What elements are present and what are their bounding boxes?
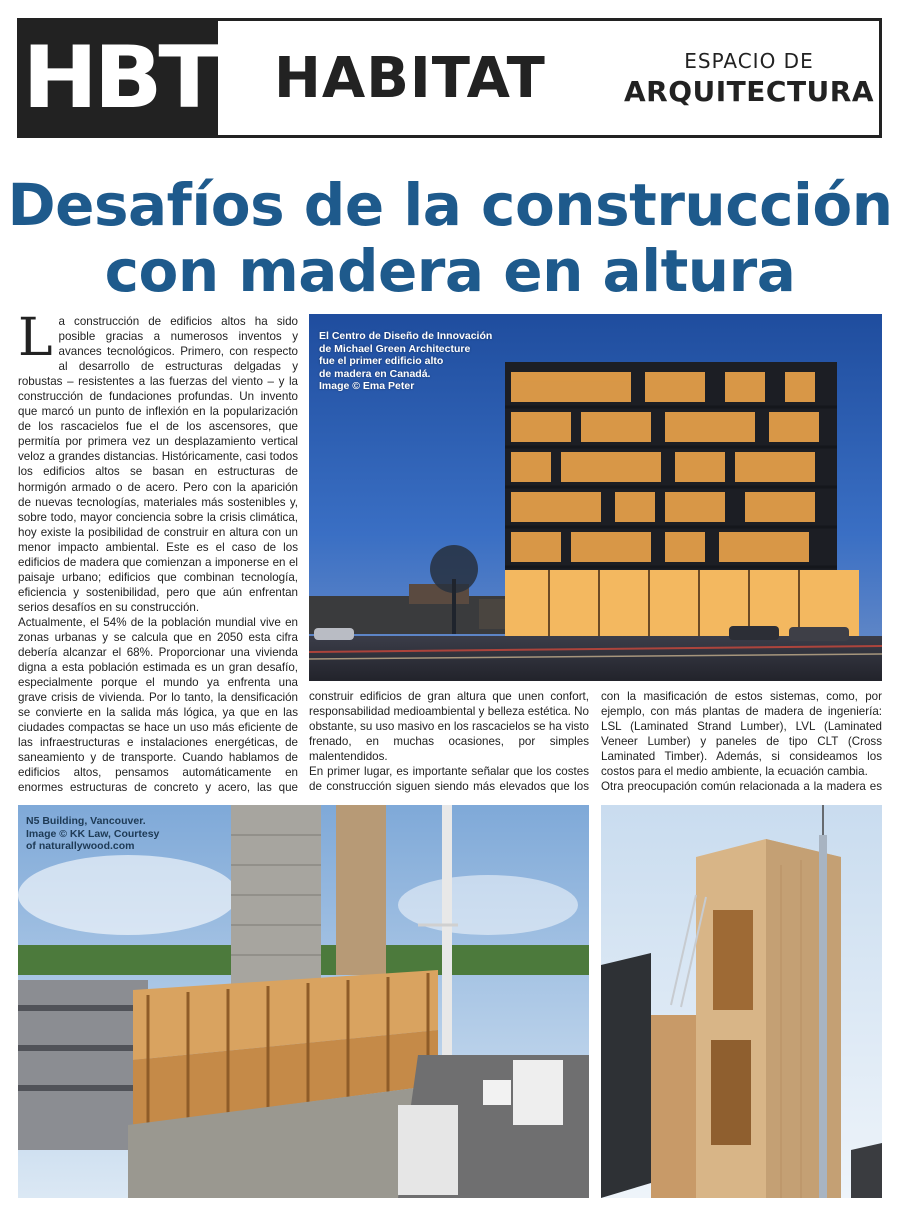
article-paragraph: Otra preocupación común relacionada a la madera es <box>601 780 882 794</box>
article-headline <box>0 172 900 304</box>
photo-n5-building <box>18 805 589 1198</box>
photo-clt-panels <box>601 805 882 1198</box>
article-paragraph <box>18 314 298 615</box>
section-title-block <box>218 21 619 135</box>
paragraph-text: a construcción de edificios altos ha sido posible gracias a numerosos inventos y avances tecnológicos. Primero, con respecto al desarrollo de estructuras delgadas y robustas – resistentes a las fuerzas del viento – y la construcción de fundaciones profundas. Un invento que marcó un punto de inflexión en la popularización de los rascacielos fue el de los ascensores, que permitía por primera vez un desplazamiento vertical veloz a grandes distancias. Históricamente, casi todos los edificios altos se basan en estructuras de hormigón armado o de acero. Pero con la aparición de nuevas tecnologías, materiales más sostenibles y, sobre todo, mayor conciencia sobre la crisis climática, hoy existe la posibilidad de construir en altura con un menor impacto ambiental. Este es el caso de los edificios de madera que comienzan a imponerse en el paisaje urbano; edificios que combinan tecnología, eficiencia y sostenibilidad, pero que aún enfrentan serios desafíos en su construcción. <box>18 315 298 614</box>
tagline-block <box>619 21 879 135</box>
article-column-1 <box>18 314 298 794</box>
construction-site-illustration <box>18 805 589 1198</box>
article-column-2 <box>309 689 589 794</box>
photo-caption: El Centro de Diseño de Innovación de Michael Green Architecture fue el primer edificio alto de madera en Canadá. Image © Ema Peter <box>319 330 493 393</box>
article-paragraph: En primer lugar, es importante señalar que los costes de construcción siguen siendo más elevados que los <box>309 765 589 794</box>
clt-panels-illustration <box>601 805 882 1198</box>
tagline-line-1: ESPACIO DE <box>684 48 814 73</box>
masthead <box>17 18 882 138</box>
tagline-line-2: ARQUITECTURA <box>623 74 875 108</box>
hbt-logo <box>20 21 218 135</box>
section-title: HABITAT <box>274 45 546 111</box>
hbt-logo-text: HBT <box>22 28 216 128</box>
headline-line-1: Desafíos de la construcción <box>7 171 893 239</box>
photo-wood-innovation-centre <box>309 314 882 681</box>
article-paragraph: construir edificios de gran altura que unen confort, responsabilidad medioambiental y belleza estética. No obstante, su uso masivo en los rascacielos se ha visto frenado, en muchas ocasiones, por simples malentendidos. <box>309 690 589 764</box>
article-column-3 <box>601 689 882 794</box>
headline-line-2: con madera en altura <box>104 237 796 305</box>
photo-caption: N5 Building, Vancouver. Image © KK Law, Courtesy of naturallywood.com <box>26 815 160 853</box>
article-paragraph: Actualmente, el 54% de la población mundial vive en zonas urbanas y se calcula que en 2050 esta cifra debería alcanzar el 68%. Proporcionar una vivienda digna a esta población estimada es un gran desafío, especialmente porque el mundo ya enfrenta una grave crisis de vivienda. Por lo tanto, la densificación se convierte en la salida más lógica, ya que en las ciudades compactas se hace un uso más eficiente de las infraestructuras e instalaciones energéticas, de saneamiento y de transporte. Cuando hablamos de edificios altos, pensamos automáticamente en enormes estructuras de concreto y acero, las que <box>18 615 298 794</box>
drop-cap: L <box>18 314 53 368</box>
article-paragraph: con la masificación de estos sistemas, como, por ejemplo, con más plantas de madera de ingeniería: LSL (Laminated Strand Lumber), LVL (Laminated Veneer Lumber) y paneles de tipo CLT (Cross Laminated Timber). Además, si consideamos los costos para el medio ambiente, la ecuación cambia. <box>601 690 882 779</box>
